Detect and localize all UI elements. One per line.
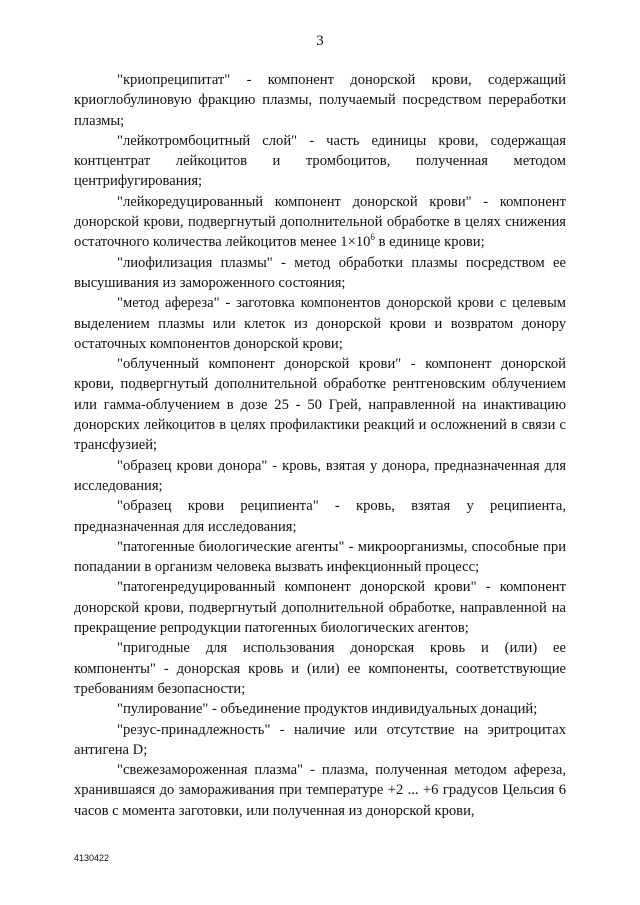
definition-cryoprecipitate: "криопреципитат" - компонент донорской крови, содержащий криоглобулиновую фракцию плазмы, получаемый посредством переработки плазмы; bbox=[74, 72, 566, 129]
definitions-list bbox=[74, 70, 566, 821]
definition-donor-blood-sample: "образец крови донора" - кровь, взятая у донора, предназначенная для исследования; bbox=[74, 457, 566, 494]
definition-suitable-blood: "пригодные для использования донорская кровь и (или) ее компоненты" - донорская кровь и (или) ее компоненты, соответствующие требованиям безопасности; bbox=[74, 640, 566, 697]
definition-buffy-coat: "лейкотромбоцитный слой" - часть единицы крови, содержащая контцентрат лейкоцитов и тромбоцитов, полученная методом центрифугирования; bbox=[74, 132, 566, 190]
definition-leukoreduced-component bbox=[74, 192, 566, 253]
definition-rh-factor: "резус-принадлежность" - наличие или отсутствие на эритроцитах антигена D; bbox=[74, 721, 566, 758]
leukoreduced-exponent: 6 bbox=[370, 232, 375, 243]
definition-pathogen-reduced-component: "патогенредуцированный компонент донорской крови" - компонент донорской крови, подвергнутый дополнительной обработке, направленной на прекращение репродукции патогенных биологических агентов; bbox=[74, 579, 566, 637]
definition-pooling: "пулирование" - объединение продуктов индивидуальных донаций; bbox=[117, 701, 538, 718]
definition-pathogenic-agents: "патогенные биологические агенты" - микроорганизмы, способные при попадании в организм человека вызвать инфекционный процесс; bbox=[74, 538, 566, 576]
definition-recipient-blood-sample: "образец крови реципиента" - кровь, взятая у реципиента, предназначенная для исследования; bbox=[74, 498, 566, 535]
document-id: 4130422 bbox=[74, 853, 110, 863]
page-number: 3 bbox=[316, 33, 324, 49]
leukoreduced-text: "лейкоредуцированный компонент донорской крови" - компонент донорской крови, подвергнутый дополнительной обработке в целях снижения остаточного количества лейкоцитов менее 1×10 bbox=[74, 193, 566, 251]
leukoreduced-text-end: в единице крови; bbox=[374, 234, 485, 251]
definition-fresh-frozen-plasma: "свежезамороженная плазма" - плазма, полученная методом афереза, хранившаяся до замораживания при температуре +2 ... +6 градусов Цельсия 6 часов с момента заготовки, или полученная из донорской крови, bbox=[74, 762, 566, 819]
definition-irradiated-component: "облученный компонент донорской крови" - компонент донорской крови, подвергнутый дополнительной обработке рентгеновским облучением или гамма-облучением в дозе 25 - 50 Грей, направленной на инактивацию донорских лейкоцитов в целях профилактики реакций и осложнений в связи с трансфузией; bbox=[74, 356, 566, 454]
definition-apheresis-method: "метод афереза" - заготовка компонентов донорской крови с целевым выделением плазмы или клеток из донорской крови и возвратом донору остаточных компонентов донорской крови; bbox=[74, 295, 566, 352]
definition-plasma-lyophilization: "лиофилизация плазмы" - метод обработки плазмы посредством ее высушивания из замороженного состояния; bbox=[74, 254, 566, 291]
